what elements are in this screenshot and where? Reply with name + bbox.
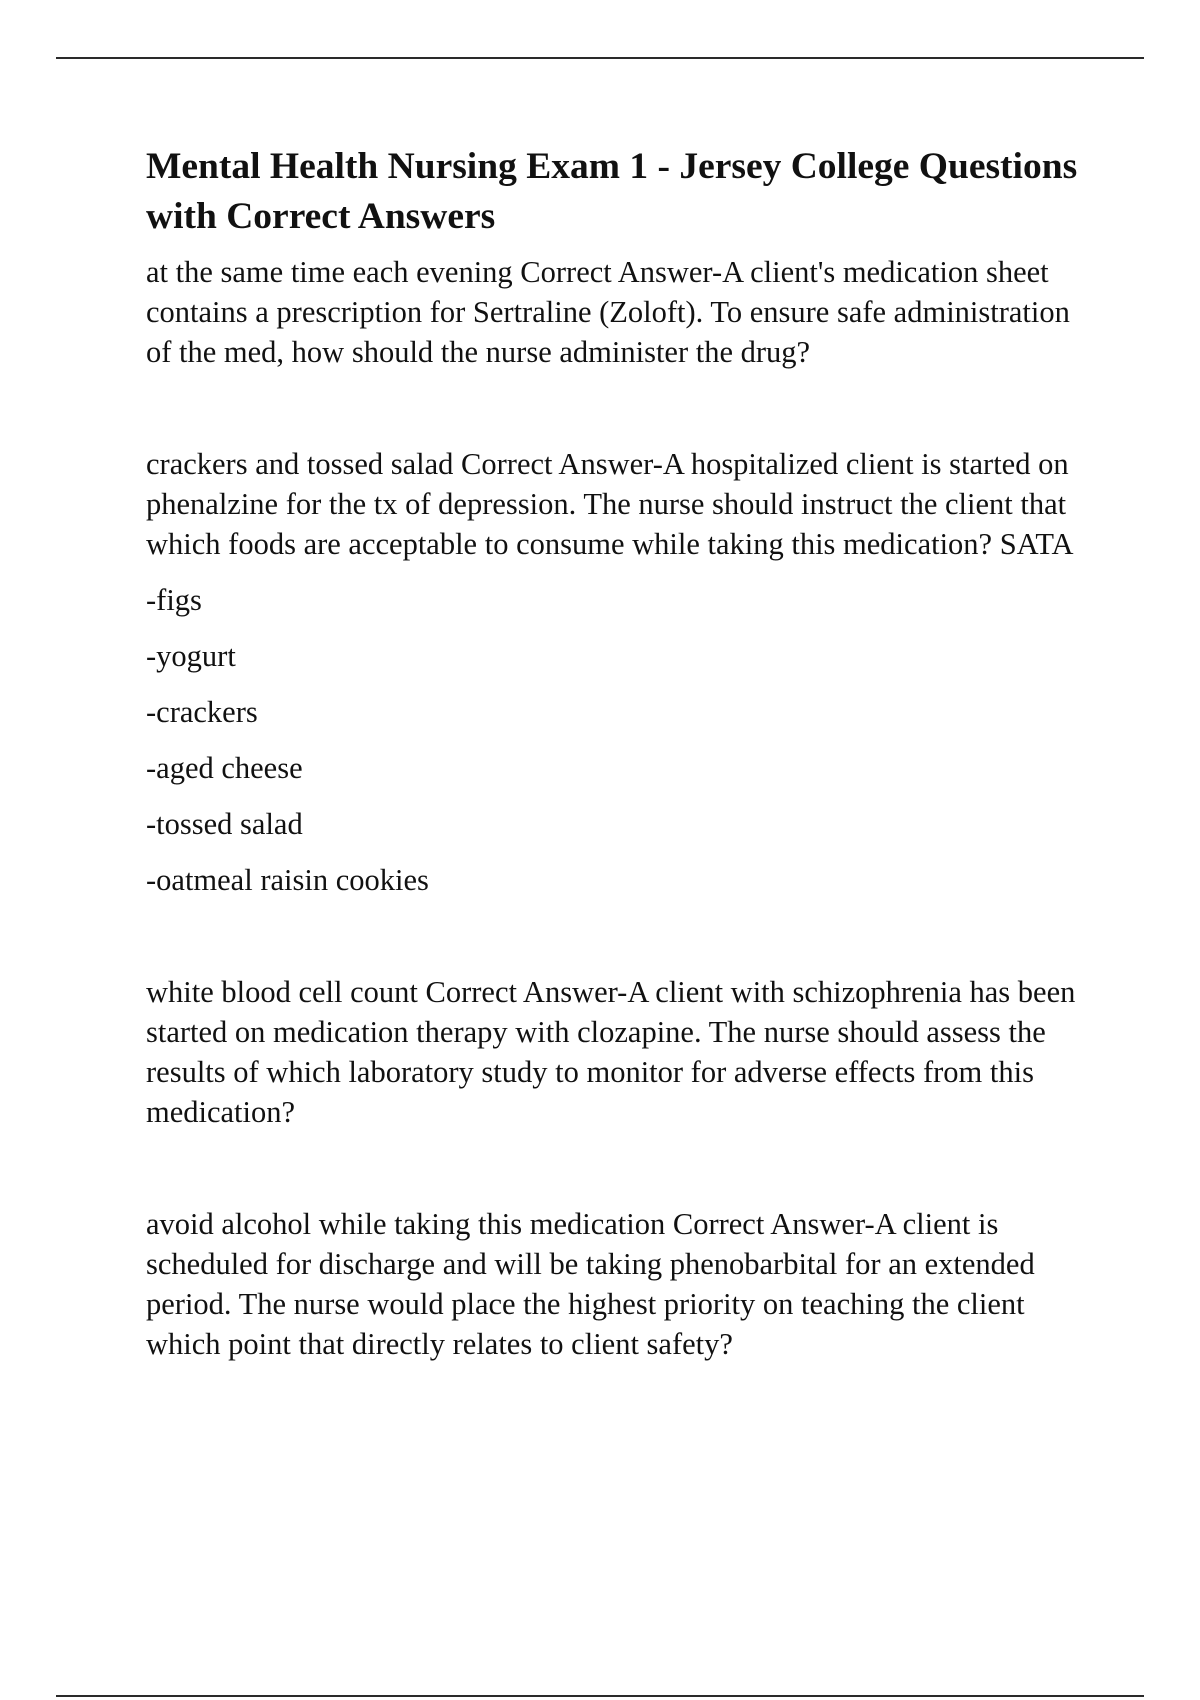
option-item: -aged cheese — [146, 751, 303, 785]
header-rule — [56, 57, 1144, 59]
option-item: -oatmeal raisin cookies — [146, 863, 429, 897]
option-item: -figs — [146, 583, 202, 617]
qa-item-1: at the same time each evening Correct Answer-A client's medication sheet contains a prescription for Sertraline (Zoloft). To ensure safe administration of the med, how should the nurse administer the drug? — [146, 255, 1070, 369]
footer-rule — [56, 1695, 1144, 1697]
answer-options-list — [146, 580, 1096, 900]
page-content — [146, 142, 1096, 1364]
option-item: -yogurt — [146, 639, 236, 673]
option-item: -crackers — [146, 695, 258, 729]
qa-item-3: white blood cell count Correct Answer-A client with schizophrenia has been started on medication therapy with clozapine. The nurse should assess the results of which laboratory study to monitor for adverse effects from this medication? — [146, 975, 1076, 1129]
option-item: -tossed salad — [146, 807, 303, 841]
qa-item-2: crackers and tossed salad Correct Answer-A hospitalized client is started on phenalzine for the tx of depression. The nurse should instruct the client that which foods are acceptable to consume while taking this medication? SATA — [146, 447, 1074, 561]
document-title: Mental Health Nursing Exam 1 - Jersey College Questions with Correct Answers — [146, 146, 1078, 237]
qa-item-4: avoid alcohol while taking this medication Correct Answer-A client is scheduled for discharge and will be taking phenobarbital for an extended period. The nurse would place the highest priority on teaching the client which point that directly relates to client safety? — [146, 1207, 1035, 1361]
